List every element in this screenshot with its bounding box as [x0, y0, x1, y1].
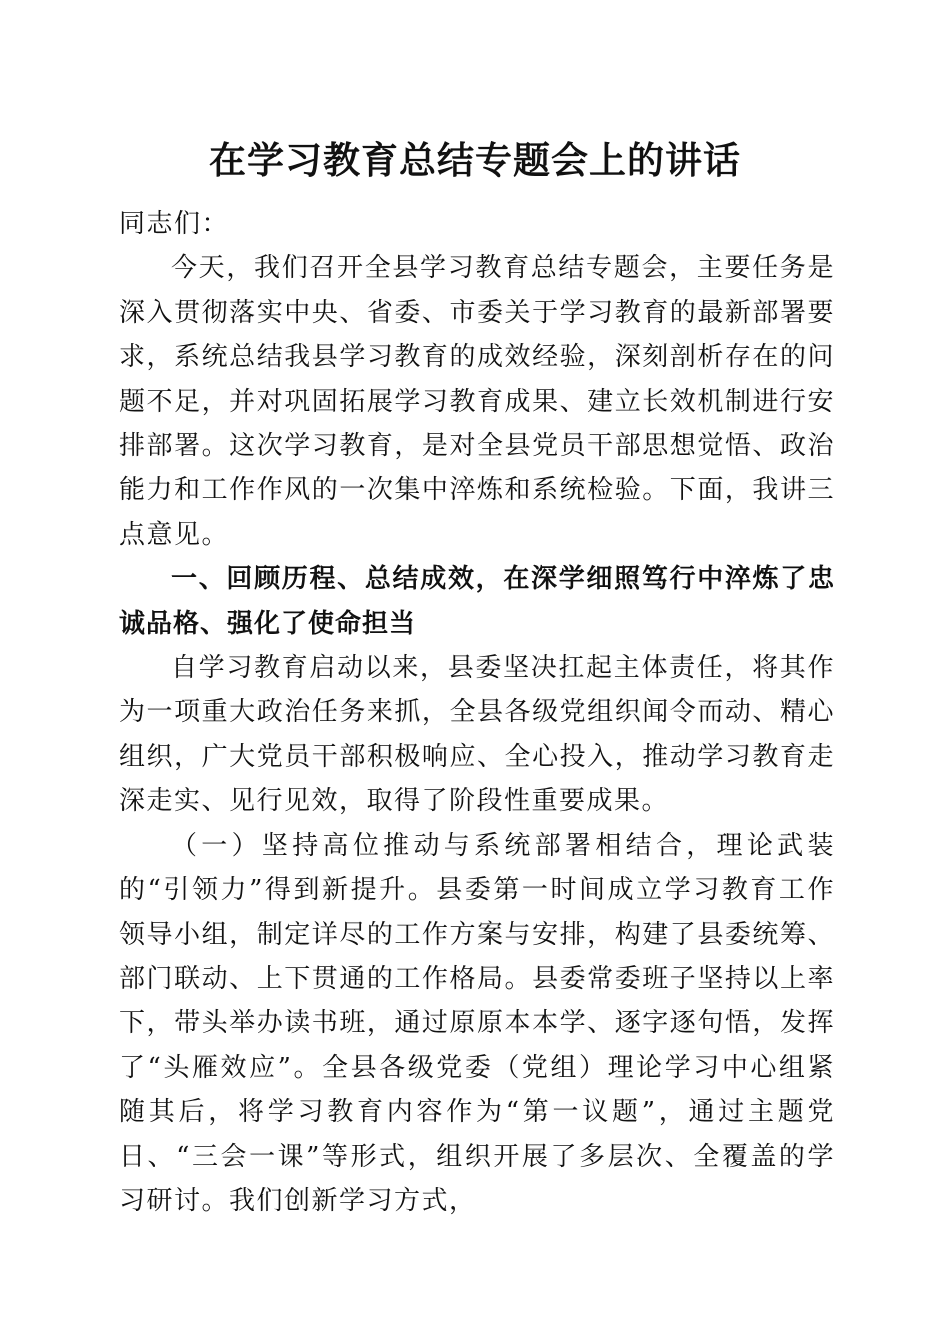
paragraph-intro: 今天，我们召开全县学习教育总结专题会，主要任务是深入贯彻落实中央、省委、市委关于学习教育的最新部署要求，系统总结我县学习教育的成效经验，深刻剖析存在的问题不足，并对巩固拓展学习教育成果、建立长效机制进行安排部署。这次学习教育，是对全县党员干部思想觉悟、政治能力和工作作风的一次集中淬炼和系统检验。下面，我讲三点意见。 [119, 253, 835, 550]
section-heading-1: 一、回顾历程、总结成效，在深学细照笃行中淬炼了忠诚品格、强化了使命担当 [119, 564, 835, 639]
page-title: 在学习教育总结专题会上的讲话 [209, 138, 741, 182]
paragraph-section1-body: 自学习教育启动以来，县委坚决扛起主体责任，将其作为一项重大政治任务来抓，全县各级党组织闻令而动、精心组织，广大党员干部积极响应、全心投入，推动学习教育走深走实、见行见效，取得了阶段性重要成果。 [119, 653, 835, 817]
greeting: 同志们： [119, 209, 230, 239]
document-body [119, 202, 835, 1223]
paragraph-subsection-1: （一）坚持高位推动与系统部署相结合，理论武装的“引领力”得到新提升。县委第一时间成立学习教育工作领导小组，制定详尽的工作方案与安排，构建了县委统筹、部门联动、上下贯通的工作格局。县委常委班子坚持以上率下，带头举办读书班，通过原原本本学、逐字逐句悟，发挥了“头雁效应”。全县各级党委（党组）理论学习中心组紧随其后，将学习教育内容作为“第一议题”，通过主题党日、“三会一课”等形式，组织开展了多层次、全覆盖的学习研讨。我们创新学习方式， [119, 830, 835, 1216]
